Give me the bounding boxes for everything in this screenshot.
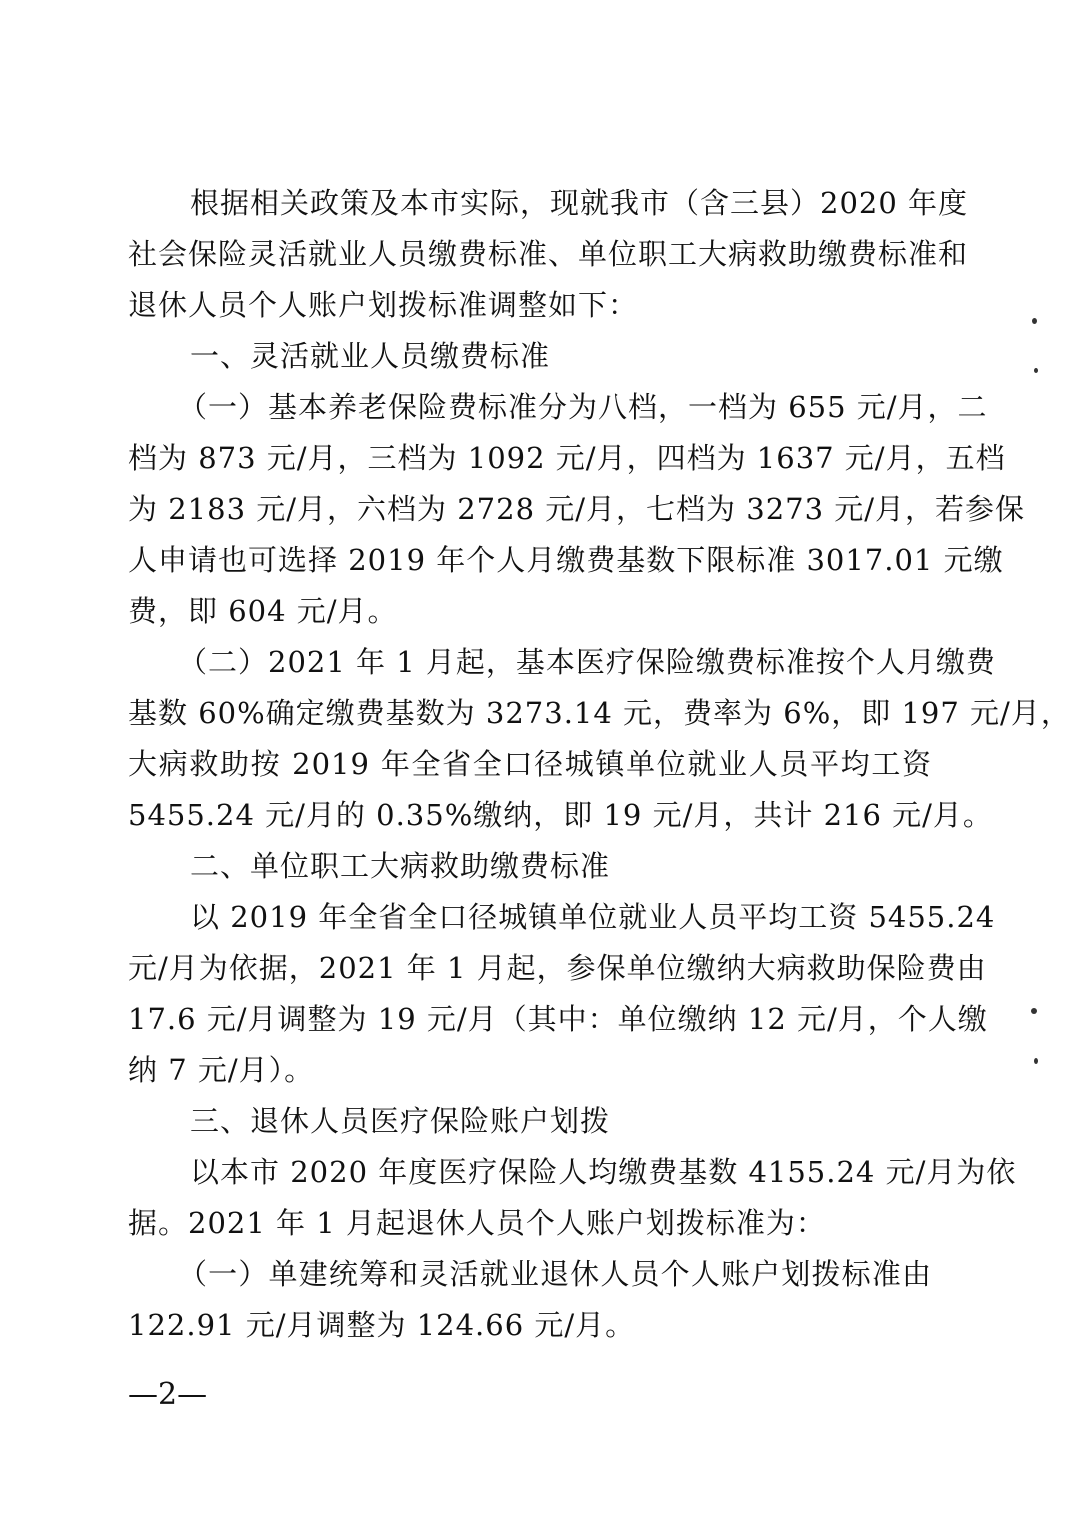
paragraph-3-line-2: 据。2021 年 1 月起退休人员个人账户划拨标准为： — [128, 1206, 826, 1240]
scan-speck — [1031, 1008, 1037, 1014]
paragraph-3-1-line-1: （一）单建统筹和灵活就业退休人员个人账户划拨标准由 — [178, 1257, 932, 1291]
paragraph-2-line-1: 以 2019 年全省全口径城镇单位就业人员平均工资 5455.24 — [190, 900, 996, 934]
section-heading-1: 一、灵活就业人员缴费标准 — [190, 339, 551, 373]
paragraph-1-1-line-4: 人申请也可选择 2019 年个人月缴费基数下限标准 3017.01 元缴 — [128, 543, 1004, 577]
scan-speck — [1032, 318, 1037, 324]
paragraph-1-1-line-5: 费，即 604 元/月。 — [128, 594, 398, 628]
paragraph-1-1-line-1: （一）基本养老保险费标准分为八档，一档为 655 元/月，二 — [178, 390, 988, 424]
scan-speck — [1034, 368, 1038, 373]
section-heading-2: 二、单位职工大病救助缴费标准 — [190, 849, 611, 883]
scan-speck — [1034, 1058, 1038, 1064]
paragraph-1-1-line-2: 档为 873 元/月，三档为 1092 元/月，四档为 1637 元/月，五档 — [128, 441, 1006, 475]
page-number: —2— — [128, 1377, 208, 1412]
paragraph-2-line-3: 17.6 元/月调整为 19 元/月（其中：单位缴纳 12 元/月，个人缴 — [128, 1002, 988, 1036]
paragraph-intro-line-3: 退休人员个人账户划拨标准调整如下： — [128, 288, 639, 322]
section-heading-3: 三、退休人员医疗保险账户划拨 — [190, 1104, 611, 1138]
paragraph-1-2-line-1: （二）2021 年 1 月起，基本医疗保险缴费标准按个人月缴费 — [178, 645, 996, 679]
paragraph-intro-line-1: 根据相关政策及本市实际，现就我市（含三县）2020 年度 — [190, 186, 969, 220]
paragraph-2-line-4: 纳 7 元/月）。 — [128, 1053, 315, 1087]
paragraph-3-1-line-2: 122.91 元/月调整为 124.66 元/月。 — [128, 1308, 636, 1342]
paragraph-1-2-line-4: 5455.24 元/月的 0.35%缴纳，即 19 元/月，共计 216 元/月。 — [128, 798, 993, 832]
paragraph-1-2-line-3: 大病救助按 2019 年全省全口径城镇单位就业人员平均工资 — [128, 747, 932, 781]
paragraph-1-2-line-2: 基数 60%确定缴费基数为 3273.14 元，费率为 6%，即 197 元/月， — [128, 696, 1071, 730]
paragraph-3-line-1: 以本市 2020 年度医疗保险人均缴费基数 4155.24 元/月为依 — [190, 1155, 1017, 1189]
paragraph-intro-line-2: 社会保险灵活就业人员缴费标准、单位职工大病救助缴费标准和 — [128, 237, 969, 271]
paragraph-1-1-line-3: 为 2183 元/月，六档为 2728 元/月，七档为 3273 元/月，若参保 — [128, 492, 1026, 526]
paragraph-2-line-2: 元/月为依据，2021 年 1 月起，参保单位缴纳大病救助保险费由 — [128, 951, 987, 985]
